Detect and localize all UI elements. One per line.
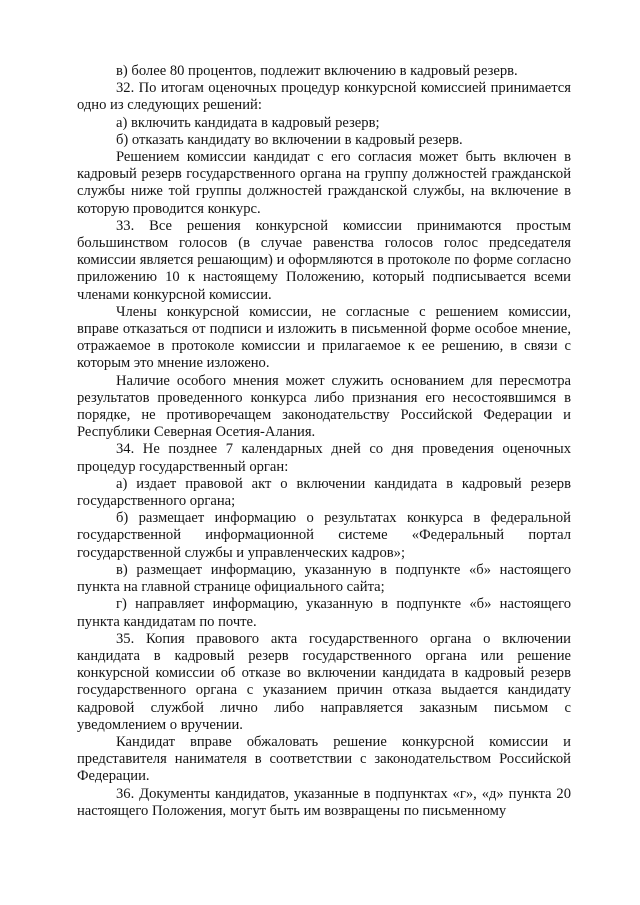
paragraph-clause-32: 32. По итогам оценочных процедур конкурсной комиссией принимается одно из следующих решений: — [77, 80, 571, 114]
paragraph-lower-group-reserve: Решением комиссии кандидат с его согласия может быть включен в кадровый резерв государственного органа на группу должностей гражданской службы ниже той группы должностей гражданской службы, на включение в которую проводится конкурс. — [77, 149, 571, 217]
paragraph-dissenting-members: Члены конкурсной комиссии, не согласные с решением комиссии, вправе отказаться от подписи и изложить в письменной форме особое мнение, отражаемое в протоколе комиссии и прилагаемое к ее решению, в связи с которым это мнение изложено. — [77, 303, 571, 372]
paragraph-dissent-grounds: Наличие особого мнения может служить основанием для пересмотра результатов проведенного конкурса либо признания его несостоявшимся в порядке, не противоречащем законодательству Российской Федерации и Республики Северная Осетия-Алания. — [77, 372, 571, 441]
paragraph-item-g-mail: г) направляет информацию, указанную в подпункте «б» настоящего пункта кандидатам по почте. — [77, 596, 571, 630]
paragraph-item-v-result: в) более 80 процентов, подлежит включению в кадровый резерв. — [116, 63, 518, 79]
document-page — [77, 63, 571, 820]
paragraph-item-b-federal-portal: б) размещает информацию о результатах конкурса в федеральной государственной информационной системе «Федеральный портал государственной службы и управленческих кадров»; — [77, 510, 571, 561]
paragraph-item-b-refuse: б) отказать кандидату во включении в кадровый резерв. — [116, 131, 463, 148]
paragraph-clause-36: 36. Документы кандидатов, указанные в подпунктах «г», «д» пункта 20 настоящего Положения, могут быть им возвращены по письменному — [77, 785, 571, 819]
paragraph-clause-35: 35. Копия правового акта государственного органа о включении кандидата в кадровый резерв государственного органа или решение конкурсной комиссии об отказе во включении кандидата в кадровый резерв государственного органа с указанием причин отказа выдается кандидату кадровой службой лично либо направляется заказным письмом с уведомлением о вручении. — [77, 630, 571, 733]
paragraph-appeal-right: Кандидат вправе обжаловать решение конкурсной комиссии и представителя нанимателя в соответствии с законодательством Российской Федерации. — [77, 733, 571, 785]
paragraph-clause-34: 34. Не позднее 7 календарных дней со дня проведения оценочных процедур государственный орган: — [77, 441, 571, 475]
paragraph-item-a-include: а) включить кандидата в кадровый резерв; — [116, 114, 380, 131]
paragraph-item-a-legal-act: а) издает правовой акт о включении кандидата в кадровый резерв государственного органа; — [77, 475, 571, 510]
paragraph-clause-33: 33. Все решения конкурсной комиссии принимаются простым большинством голосов (в случае равенства голосов голос председателя комиссии является решающим) и оформляются в протоколе по форме согласно приложению 10 к настоящему Положению, который подписывается всеми членами конкурсной комиссии. — [77, 217, 571, 303]
paragraph-item-v-official-site: в) размещает информацию, указанную в подпункте «б» настоящего пункта на главной странице официального сайта; — [77, 561, 571, 596]
